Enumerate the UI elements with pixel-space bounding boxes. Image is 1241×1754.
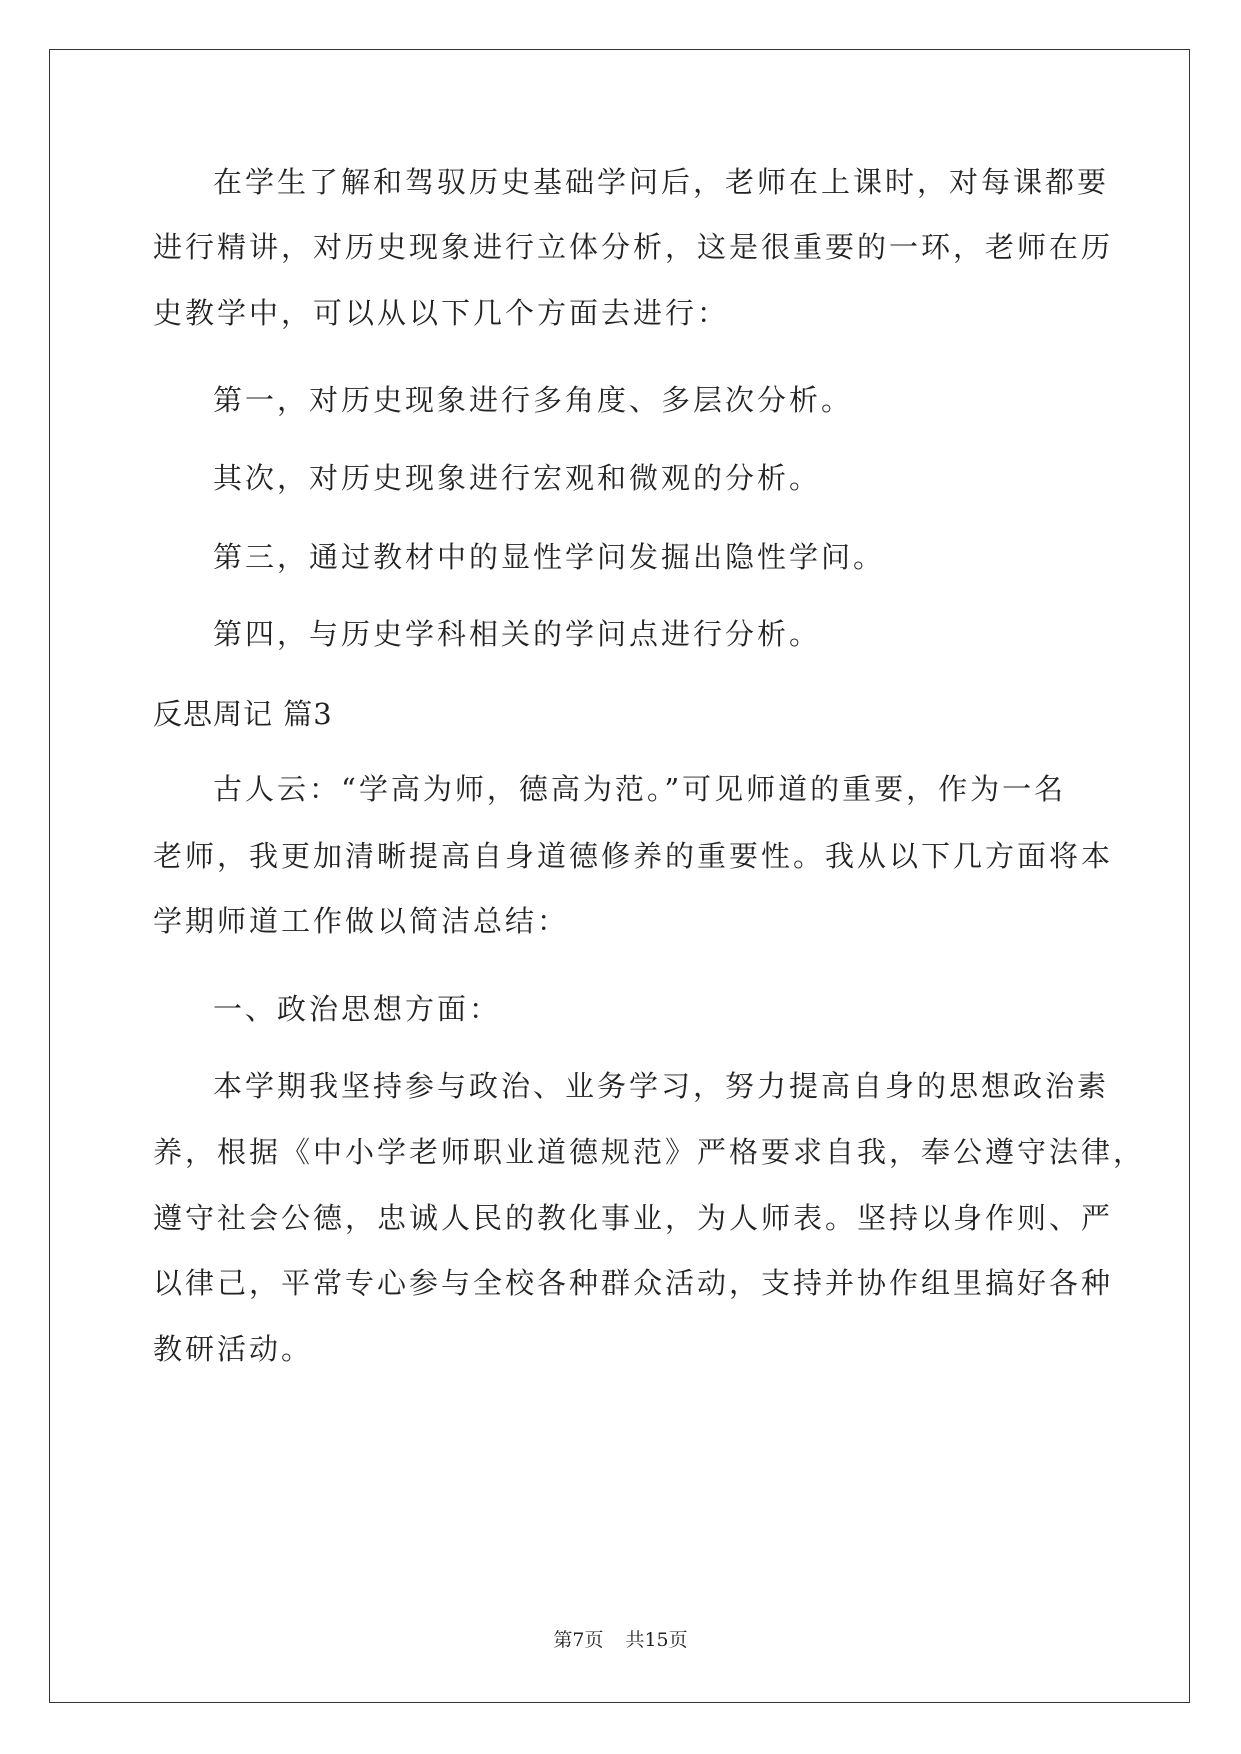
paragraph-line: 进行精讲，对历史现象进行立体分析，这是很重要的一环，老师在历 <box>153 230 1114 264</box>
page-footer <box>0 1628 1241 1652</box>
paragraph-line: 以律己，平常专心参与全校各种群众活动，支持并协作组里搞好各种 <box>153 1266 1114 1300</box>
paragraph-line: 古人云：“学高为师，德高为范。”可见师道的重要，作为一名 <box>213 772 1067 806</box>
paragraph-line: 一、政治思想方面： <box>213 992 502 1026</box>
page-number-current: 第7页 <box>553 1629 604 1651</box>
paragraph-line: 第四，与历史学科相关的学问点进行分析。 <box>213 617 822 651</box>
paragraph-line: 第一，对历史现象进行多角度、多层次分析。 <box>213 383 854 417</box>
paragraph-line: 老师，我更加清晰提高自身道德修养的重要性。我从以下几方面将本 <box>153 839 1114 873</box>
paragraph-line: 在学生了解和驾驭历史基础学问后，老师在上课时，对每课都要 <box>213 165 1110 199</box>
page-number-total: 共15页 <box>625 1629 688 1651</box>
paragraph-line: 教研活动。 <box>153 1332 314 1366</box>
paragraph-line: 遵守社会公德，忠诚人民的教化事业，为人师表。坚持以身作则、严 <box>153 1201 1114 1235</box>
paragraph-line: 其次，对历史现象进行宏观和微观的分析。 <box>213 461 822 495</box>
paragraph-line: 本学期我坚持参与政治、业务学习，努力提高自身的思想政治素 <box>213 1069 1110 1103</box>
section-heading: 反思周记 篇3 <box>153 697 333 731</box>
paragraph-line: 学期师道工作做以简洁总结： <box>153 904 570 938</box>
paragraph-line: 养，根据《中小学老师职业道德规范》严格要求自我，奉公遵守法律， <box>153 1135 1146 1169</box>
paragraph-line: 第三，通过教材中的显性学问发掘出隐性学问。 <box>213 540 886 574</box>
paragraph-line: 史教学中，可以从以下几个方面去进行： <box>153 296 730 330</box>
